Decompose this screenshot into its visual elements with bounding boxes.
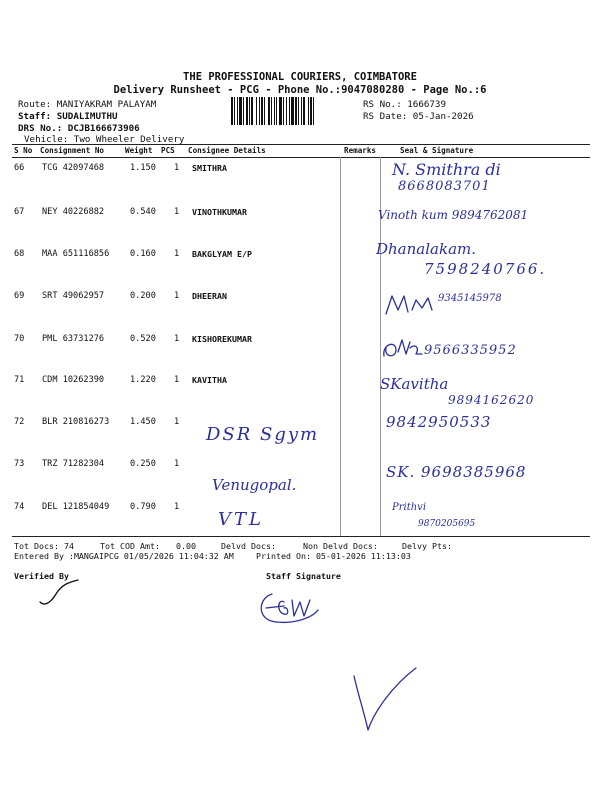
row-sno: 66 bbox=[14, 163, 25, 173]
entered-by: Entered By :MANGAIPCG 01/05/2026 11:04:32 AM bbox=[14, 551, 234, 561]
row-weight: 0.520 bbox=[130, 334, 156, 344]
row-sno: 74 bbox=[14, 502, 25, 512]
row-weight: 0.200 bbox=[130, 291, 156, 301]
row-weight: 1.220 bbox=[130, 375, 156, 385]
handwritten-phone: 9894162620 bbox=[448, 393, 535, 407]
table-header-rule bbox=[12, 157, 590, 158]
barcode-bar bbox=[308, 97, 309, 125]
barcode-bar bbox=[295, 97, 297, 125]
barcode-bar bbox=[276, 97, 277, 125]
row-pcs: 1 bbox=[174, 207, 180, 217]
row-pcs: 1 bbox=[174, 417, 180, 427]
col-header-pcs: PCS bbox=[161, 146, 175, 155]
row-weight: 0.250 bbox=[130, 459, 156, 469]
barcode-bar bbox=[259, 97, 260, 125]
handwritten-phone: 8668083701 bbox=[398, 179, 491, 194]
handwritten-phone: SK. 9698385968 bbox=[386, 463, 527, 481]
runsheet-subtitle: Delivery Runsheet - PCG - Phone No.:9047080280 - Page No.:6 bbox=[113, 84, 487, 96]
barcode-bar bbox=[251, 97, 253, 125]
handwritten-phone: 9345145978 bbox=[438, 293, 502, 304]
barcode-bar bbox=[279, 97, 282, 125]
barcode-bar bbox=[268, 97, 270, 125]
verified-by-label: Verified By bbox=[14, 571, 69, 581]
non-delivered-docs-label: Non Delvd Docs: bbox=[303, 541, 378, 551]
vehicle-text: Vehicle: Two Wheeler Delivery bbox=[24, 134, 185, 145]
barcode-bar bbox=[271, 97, 272, 125]
barcode-bar bbox=[256, 97, 257, 125]
row-pcs: 1 bbox=[174, 291, 180, 301]
barcode-bar bbox=[231, 97, 233, 125]
staff-signature-label: Staff Signature bbox=[266, 571, 341, 581]
row-consignment: CDM 10262390 bbox=[42, 375, 105, 385]
barcode-bar bbox=[274, 97, 275, 125]
rs-number: RS No.: 1666739 bbox=[363, 99, 446, 110]
row-consignee: SMITHRA bbox=[192, 163, 227, 173]
col-header-weight: Weight bbox=[125, 146, 153, 155]
row-consignee: BAKGLYAM E/P bbox=[192, 249, 252, 259]
barcode-bar bbox=[303, 97, 305, 125]
printed-on: Printed On: 05-01-2026 11:13:03 bbox=[256, 551, 411, 561]
barcode-image bbox=[231, 97, 359, 125]
signature-check-mark-icon bbox=[350, 664, 420, 736]
handwritten-initials-icon bbox=[380, 334, 422, 360]
row-weight: 0.160 bbox=[130, 249, 156, 259]
handwritten-signature: N. Smithra di bbox=[392, 160, 501, 179]
handwritten-phone: 9566335952 bbox=[424, 343, 517, 358]
row-pcs: 1 bbox=[174, 249, 180, 259]
row-consignee: VINOTHKUMAR bbox=[192, 207, 247, 217]
barcode-bar bbox=[289, 97, 290, 125]
row-consignee: DHEERAN bbox=[192, 291, 227, 301]
company-title: THE PROFESSIONAL COURIERS, COIMBATORE bbox=[183, 71, 417, 83]
delivery-points-label: Delvy Pts: bbox=[402, 541, 452, 551]
barcode-bar bbox=[286, 97, 287, 125]
handwritten-signature: SKavitha bbox=[380, 375, 449, 393]
row-pcs: 1 bbox=[174, 502, 180, 512]
row-sno: 67 bbox=[14, 207, 25, 217]
staff-signature-scribble-icon bbox=[254, 588, 324, 628]
row-consignment: BLR 210816273 bbox=[42, 417, 110, 427]
handwritten-signature: Vinoth kum 9894762081 bbox=[378, 208, 529, 222]
barcode-bar bbox=[239, 97, 242, 125]
row-sno: 68 bbox=[14, 249, 25, 259]
barcode-bar bbox=[298, 97, 299, 125]
col-header-signature: Seal & Signature bbox=[400, 146, 474, 155]
row-sno: 70 bbox=[14, 334, 25, 344]
col-header-sno: S No bbox=[14, 146, 33, 155]
row-pcs: 1 bbox=[174, 375, 180, 385]
row-weight: 1.150 bbox=[130, 163, 156, 173]
row-pcs: 1 bbox=[174, 163, 180, 173]
drs-number: DRS No.: DCJB166673906 bbox=[18, 123, 140, 134]
row-consignment: TRZ 71282304 bbox=[42, 459, 105, 469]
handwritten-phone: 9842950533 bbox=[386, 413, 492, 431]
barcode-bar bbox=[291, 97, 294, 125]
handwritten-consignee: VTL bbox=[218, 509, 264, 530]
barcode-bar bbox=[246, 97, 248, 125]
row-sno: 71 bbox=[14, 375, 25, 385]
table-bottom-rule bbox=[12, 536, 590, 537]
row-consignment: DEL 121854049 bbox=[42, 502, 110, 512]
row-weight: 0.540 bbox=[130, 207, 156, 217]
barcode-bar bbox=[313, 97, 314, 125]
handwritten-initials-icon bbox=[384, 292, 436, 318]
barcode-bar bbox=[249, 97, 250, 125]
total-cod-amount: 0.00 bbox=[176, 541, 196, 551]
total-docs: Tot Docs: 74 bbox=[14, 541, 74, 551]
staff-text: Staff: SUDALIMUTHU bbox=[18, 111, 118, 122]
handwritten-phone: 9870205695 bbox=[418, 519, 476, 529]
rs-date: RS Date: 05-Jan-2026 bbox=[363, 111, 474, 122]
col-header-remarks: Remarks bbox=[344, 146, 377, 155]
handwritten-signature: Prithvi bbox=[392, 502, 427, 513]
barcode-bar bbox=[243, 97, 244, 125]
row-consignment: MAA 651116856 bbox=[42, 249, 110, 259]
barcode-bar bbox=[261, 97, 263, 125]
col-header-consignment: Consignment No bbox=[40, 146, 105, 155]
row-consignment: TCG 42097468 bbox=[42, 163, 105, 173]
barcode-bar bbox=[310, 97, 312, 125]
row-sno: 69 bbox=[14, 291, 25, 301]
row-pcs: 1 bbox=[174, 459, 180, 469]
row-consignment: PML 63731276 bbox=[42, 334, 105, 344]
handwritten-phone: 7598240766. bbox=[424, 260, 547, 278]
barcode-bar bbox=[283, 97, 284, 125]
col-header-consignee: Consignee Details bbox=[188, 146, 266, 155]
row-pcs: 1 bbox=[174, 334, 180, 344]
table-top-rule bbox=[12, 144, 590, 145]
row-consignment: NEY 40226882 bbox=[42, 207, 105, 217]
delivered-docs-label: Delvd Docs: bbox=[221, 541, 276, 551]
handwritten-signature: Dhanalakam. bbox=[376, 240, 476, 258]
verified-by-mark-icon bbox=[34, 578, 82, 608]
row-sno: 72 bbox=[14, 417, 25, 427]
row-consignee: KAVITHA bbox=[192, 375, 227, 385]
row-weight: 0.790 bbox=[130, 502, 156, 512]
barcode-bar bbox=[301, 97, 302, 125]
route-text: Route: MANIYAKRAM PALAYAM bbox=[18, 99, 157, 110]
column-divider-consignee bbox=[340, 157, 341, 536]
row-consignee: KISHOREKUMAR bbox=[192, 334, 252, 344]
row-sno: 73 bbox=[14, 459, 25, 469]
total-cod-label: Tot COD Amt: bbox=[100, 541, 160, 551]
barcode-bar bbox=[234, 97, 235, 125]
row-weight: 1.450 bbox=[130, 417, 156, 427]
row-consignment: SRT 49062957 bbox=[42, 291, 105, 301]
barcode-bar bbox=[237, 97, 238, 125]
barcode-bar bbox=[264, 97, 265, 125]
handwritten-consignee: DSR Sgym bbox=[206, 424, 320, 445]
handwritten-consignee: Venugopal. bbox=[212, 476, 297, 494]
